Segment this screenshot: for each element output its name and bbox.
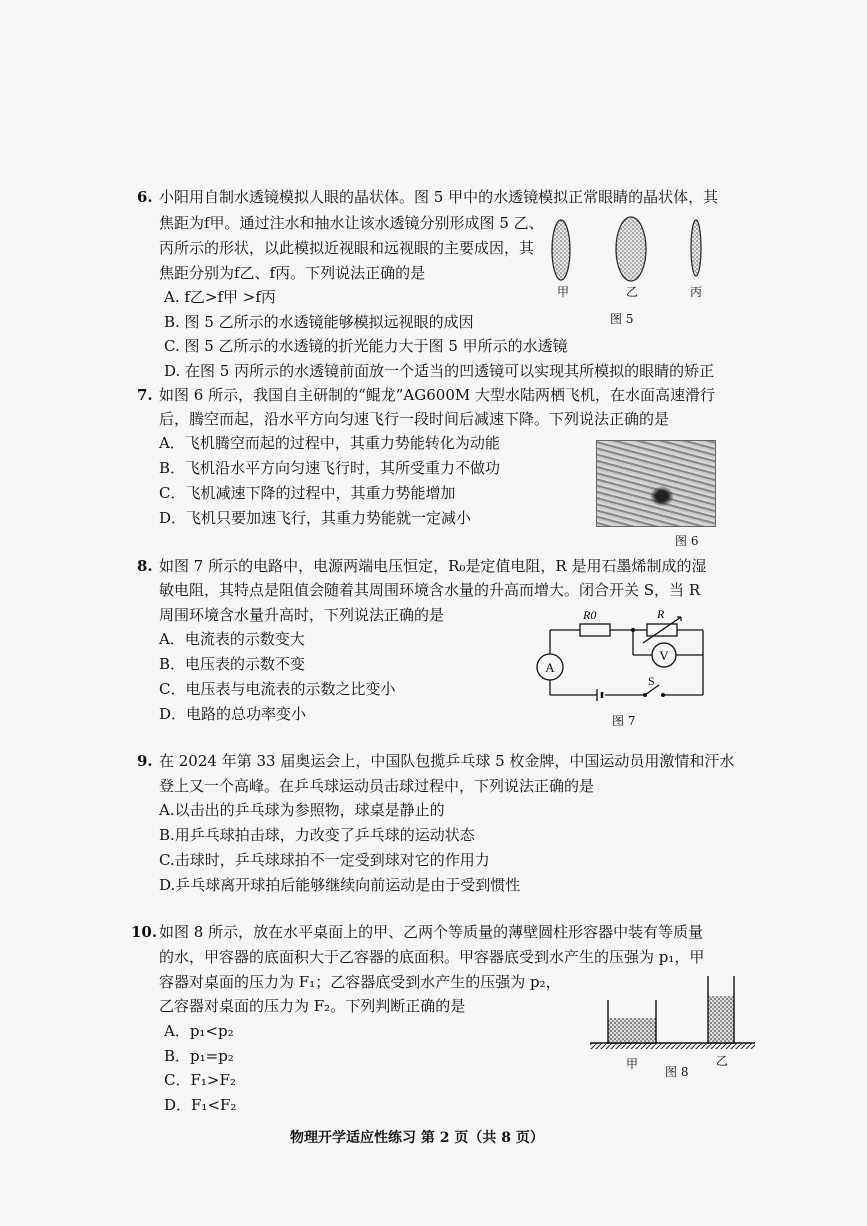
figure-6-seaplane-photo	[596, 440, 716, 527]
q7-option-b: B．飞机沿水平方向匀速飞行时，其所受重力不做功	[159, 459, 501, 477]
q6-option-c: C. 图 5 乙所示的水透镜的折光能力大于图 5 甲所示的水透镜	[164, 337, 568, 355]
fig5-label-yi: 乙	[626, 285, 639, 299]
q9-option-d: D.乒乓球离开球拍后能够继续向前运动是由于受到惯性	[159, 876, 521, 894]
q10-stem-line-3: 容器对桌面的压力为 F₁；乙容器底受到水产生的压强为 p₂，	[159, 973, 561, 991]
q6-stem-line-1: 小阳用自制水透镜模拟人眼的晶状体。图 5 甲中的水透镜模拟正常眼睛的晶状体，其	[159, 188, 719, 206]
q10-option-a: A．p₁<p₂	[164, 1022, 234, 1040]
q8-stem-line-2: 敏电阻，其特点是阻值会随着其周围环境含水量的升高而增大。闭合开关 S，当 R	[159, 581, 701, 599]
fig8-label-jia: 甲	[626, 1057, 639, 1071]
q8-option-a: A．电流表的示数变大	[159, 630, 305, 648]
switch-label: S	[648, 674, 655, 688]
q9-stem-line-2: 登上又一个高峰。在乒乓球运动员击球过程中，下列说法正确的是	[159, 777, 595, 795]
q6-stem-line-2: 焦距为f甲。通过注水和抽水让该水透镜分别形成图 5 乙、	[159, 214, 544, 232]
fig8-caption: 图 8	[665, 1065, 689, 1079]
q8-stem-line-3: 周围环境含水量升高时，下列说法正确的是	[159, 606, 445, 624]
q6-option-d: D. 在图 5 丙所示的水透镜前面放一个适当的凹透镜可以实现其所模拟的眼睛的矫正	[164, 362, 715, 380]
q8-option-c: C．电压表与电流表的示数之比变小	[159, 680, 396, 698]
q8-option-b: B．电压表的示数不变	[159, 655, 306, 673]
q6-stem-line-4: 焦距分别为f乙、f丙。下列说法正确的是	[159, 264, 426, 282]
q10-number: 10.	[131, 923, 158, 941]
fig5-label-bing: 丙	[690, 285, 703, 299]
q7-option-c: C．飞机减速下降的过程中，其重力势能增加	[159, 484, 456, 502]
container-jia-water	[608, 1018, 656, 1043]
q8-number: 8.	[137, 557, 153, 575]
q9-number: 9.	[137, 752, 153, 770]
q6-option-b: B. 图 5 乙所示的水透镜能够模拟远视眼的成因	[164, 313, 474, 331]
q7-stem-line-2: 后，腾空而起，沿水平方向匀速飞行一段时间后减速下降。下列说法正确的是	[159, 410, 670, 428]
q8-option-d: D．电路的总功率变小	[159, 705, 307, 723]
q9-option-c: C.击球时，乒乓球球拍不一定受到球对它的作用力	[159, 851, 490, 869]
fig5-caption: 图 5	[610, 312, 634, 326]
container-yi-water	[708, 996, 734, 1043]
fig6-caption: 图 6	[675, 534, 699, 548]
q10-stem-line-2: 的水，甲容器的底面积大于乙容器的底面积。甲容器底受到水产生的压强为 p₁，甲	[159, 948, 705, 966]
q10-option-d: D．F₁<F₂	[164, 1096, 237, 1114]
q7-option-a: A．飞机腾空而起的过程中，其重力势能转化为动能	[159, 434, 500, 452]
r0-resistor	[580, 624, 610, 636]
r-label: R	[657, 607, 665, 621]
q10-option-c: C．F₁>F₂	[164, 1071, 236, 1089]
q10-stem-line-1: 如图 8 所示，放在水平桌面上的甲、乙两个等质量的薄壁圆柱形容器中装有等质量	[159, 923, 704, 941]
voltmeter-label: V	[659, 648, 669, 663]
figure-8-containers	[590, 970, 760, 1055]
ammeter-label: A	[545, 660, 555, 675]
q10-stem-line-4: 乙容器对桌面的压力为 F₂。下列判断正确的是	[159, 997, 466, 1015]
q6-option-a: A. f乙>f甲 >f丙	[164, 288, 276, 306]
fig5-label-jia: 甲	[557, 285, 570, 299]
fig8-label-yi: 乙	[716, 1054, 729, 1068]
q7-stem-line-1: 如图 6 所示，我国自主研制的“鲲龙”AG600M 大型水陆两栖飞机，在水面高速滑行	[159, 386, 715, 404]
q7-option-d: D．飞机只要加速飞行，其重力势能就一定减小	[159, 509, 472, 527]
q9-stem-line-1: 在 2024 年第 33 届奥运会上，中国队包揽乒乓球 5 枚金牌，中国运动员用激情和汗水	[159, 752, 735, 770]
q8-stem-line-1: 如图 7 所示的电路中，电源两端电压恒定，R₀是定值电阻，R 是用石墨烯制成的湿	[159, 557, 707, 575]
figure-7-circuit	[535, 605, 715, 720]
q6-stem-line-3: 丙所示的形状，以此模拟近视眼和远视眼的主要成因，其	[159, 239, 535, 257]
q9-option-a: A.以击出的乒乓球为参照物，球桌是静止的	[159, 801, 445, 819]
tabletop	[590, 1043, 755, 1049]
q6-number: 6.	[137, 188, 153, 206]
lens-jia-shape	[552, 220, 570, 280]
q10-option-b: B．p₁=p₂	[164, 1047, 234, 1065]
q9-option-b: B.用乒乓球拍击球，力改变了乒乓球的运动状态	[159, 826, 475, 844]
lens-yi-shape	[616, 217, 646, 281]
q7-number: 7.	[137, 386, 153, 404]
page-footer: 物理开学适应性练习 第 2 页（共 8 页）	[290, 1130, 544, 1146]
r0-label: R0	[583, 608, 597, 622]
lens-bing-shape	[691, 220, 701, 276]
fig7-caption: 图 7	[612, 714, 636, 728]
